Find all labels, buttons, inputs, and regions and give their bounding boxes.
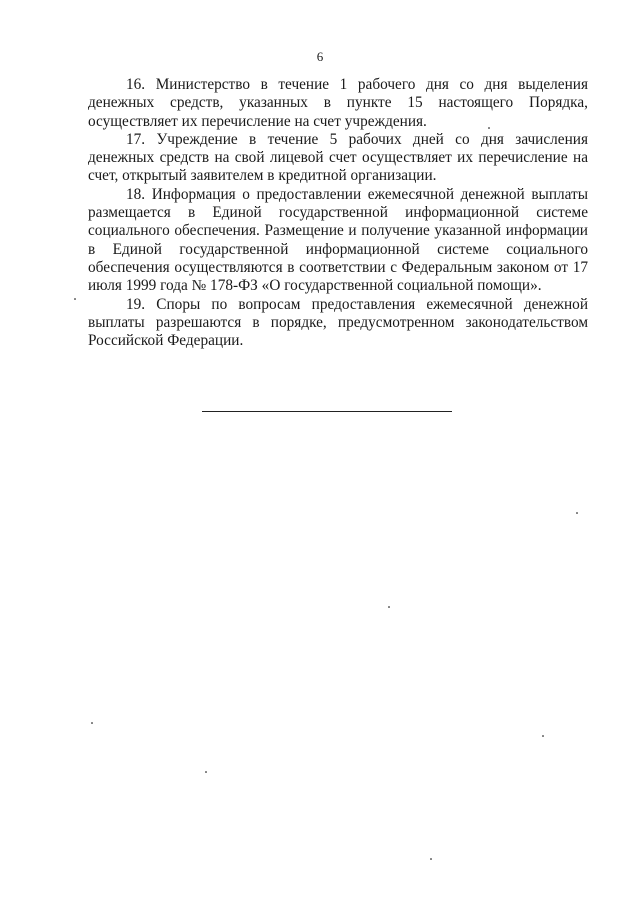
paragraph-18: 18. Информация о предоставлении ежемесячной денежной выплаты размещается в Единой государственной информационной системе социального обеспечения. Размещение и получение указанной информации в Единой государственной информационной системе социального обеспечения осуществляются в соответствии с Федеральным законом от 17 июля 1999 года № 178-ФЗ «О государственной социальной помощи». [88,185,588,295]
scan-speck [488,127,490,129]
scan-speck [91,722,93,724]
scan-speck [205,771,207,773]
paragraph-19: 19. Споры по вопросам предоставления ежемесячной денежной выплаты разрешаются в порядке, предусмотренном законодательством Российской Федерации. [88,295,588,350]
scan-speck [542,735,544,737]
scan-speck [74,298,76,300]
document-body [88,76,588,350]
end-divider-line [202,411,452,412]
page-number: 6 [316,49,324,64]
scan-speck [388,606,390,608]
paragraph-17: 17. Учреждение в течение 5 рабочих дней со дня зачисления денежных средств на свой лицевой счет осуществляет их перечисление на счет, открытый заявителем в кредитной организации. [88,130,588,185]
scan-speck [430,858,432,860]
paragraph-16: 16. Министерство в течение 1 рабочего дня со дня выделения денежных средств, указанных в пункте 15 настоящего Порядка, осуществляет их перечисление на счет учреждения. [88,76,588,130]
scan-speck [576,512,578,514]
